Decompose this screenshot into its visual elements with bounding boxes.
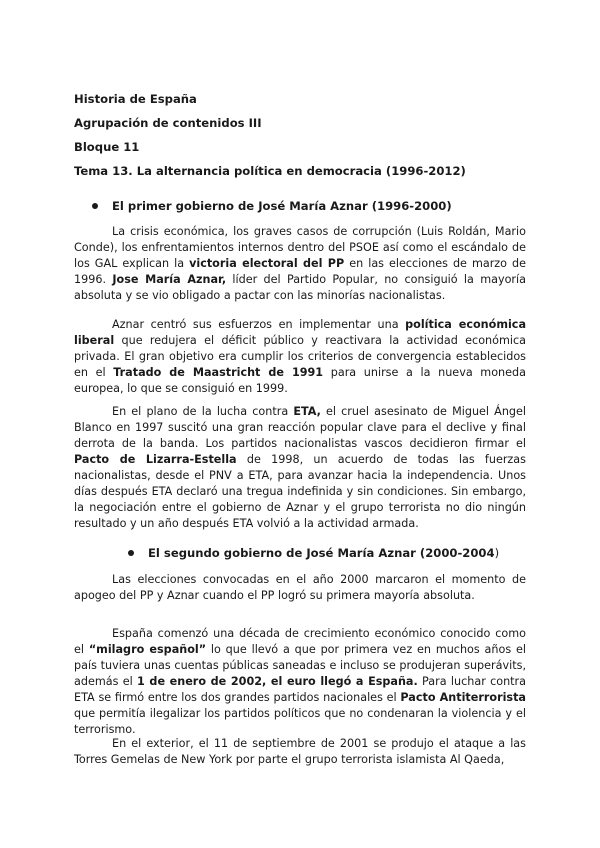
text-run: para unirse a la nueva moneda europea, lo que se consiguió en 1999. (74, 365, 526, 395)
grouping-heading: Agrupación de contenidos III (74, 116, 262, 130)
text-run: En el plano de la lucha contra (112, 405, 294, 419)
subject-heading: Historia de España (74, 92, 197, 106)
text-run: La crisis económica, los graves casos de corrupción (Luis Roldán, Mario Conde), los enfrentamientos internos dentro del PSOE así como el escándalo de los GAL explican la (74, 225, 526, 270)
text-run: el cruel asesinato de Miguel Ángel Blanco en 1997 suscitó una gran reacción popular clave para el declive y final derrota de la banda. Los partidos nacionalistas vascos decidieron firmar el (74, 405, 527, 450)
bold-text: Pacto Antiterrorista (400, 690, 526, 704)
paragraph (74, 572, 526, 604)
bold-text: victoria electoral del PP (189, 257, 345, 270)
bold-text: 1 de enero de 2002, el euro llegó a España. (137, 674, 418, 688)
section-heading-text: El primer gobierno de José María Aznar (1996-2000) (112, 199, 452, 213)
text-run: En el exterior, el 11 de septiembre de 2001 se produjo el ataque a las Torres Gemelas de New York por parte el grupo terrorista islamista Al Qaeda, (74, 737, 526, 767)
bold-text: Jose María Aznar, (112, 272, 227, 286)
text-run: Las elecciones convocadas en el año 2000 marcaron el momento de apogeo del PP y Aznar cuando el PP logró su primera mayoría absoluta. (74, 573, 526, 603)
paragraph (74, 317, 526, 397)
block-heading: Bloque 11 (74, 140, 140, 154)
paragraph (74, 224, 526, 304)
bold-text: política económica liberal (74, 318, 526, 348)
bold-text: “milagro español” (88, 643, 207, 657)
section-heading-text: El segundo gobierno de José María Aznar (2000-2004 (148, 546, 495, 560)
bold-text: ETA, (293, 405, 321, 419)
text-run: España comenzó una década de crecimiento económico conocido como el (74, 627, 526, 657)
paragraph (74, 404, 526, 531)
paragraph (74, 736, 526, 768)
text-run: en las elecciones de marzo de 1996. (74, 257, 527, 286)
bullet-icon (92, 203, 98, 209)
paragraph (74, 626, 526, 737)
text-run: que permitía ilegalizar los partidos políticos que no condenaran la violencia y el terrorismo. (74, 706, 526, 736)
text-run: Aznar centró sus esfuerzos en implementar una (112, 318, 406, 332)
section-heading-tail: ) (494, 546, 500, 560)
text-run: líder del Partido Popular, no consiguió la mayoría absoluta y se vio obligado a pactar con las minorías nacionalistas. (74, 272, 526, 302)
section-heading (92, 199, 452, 213)
bullet-icon (128, 550, 134, 556)
text-run: Para luchar contra ETA se firmó entre los dos grandes partidos nacionales el (74, 674, 527, 704)
bold-text: Pacto de Lizarra-Estella (74, 452, 237, 466)
text-run: que redujera el déficit público y reactivara la actividad económica privada. El gran objetivo era cumplir los criterios de convergencia establecidos en el (74, 334, 526, 379)
topic-heading: Tema 13. La alternancia política en democracia (1996-2012) (74, 164, 466, 178)
bold-text: Tratado de Maastricht de 1991 (113, 365, 324, 379)
text-run: de 1998, un acuerdo de todas las fuerzas nacionalistas, desde el PNV a ETA, para avanzar hacia la independencia. Unos días después ETA declaró una tregua indefinida y sin condiciones. Sin embargo, la negociación entre el gobierno de Aznar y el grupo terrorista no dio ningún resultado y un año después ETA volvió a la actividad armada. (74, 452, 526, 530)
section-heading (128, 546, 499, 560)
text-run: lo que llevó a que por primera vez en muchos años el país tuviera unas cuentas públicas saneadas e incluso se produjeran superávits, además el (74, 643, 526, 688)
